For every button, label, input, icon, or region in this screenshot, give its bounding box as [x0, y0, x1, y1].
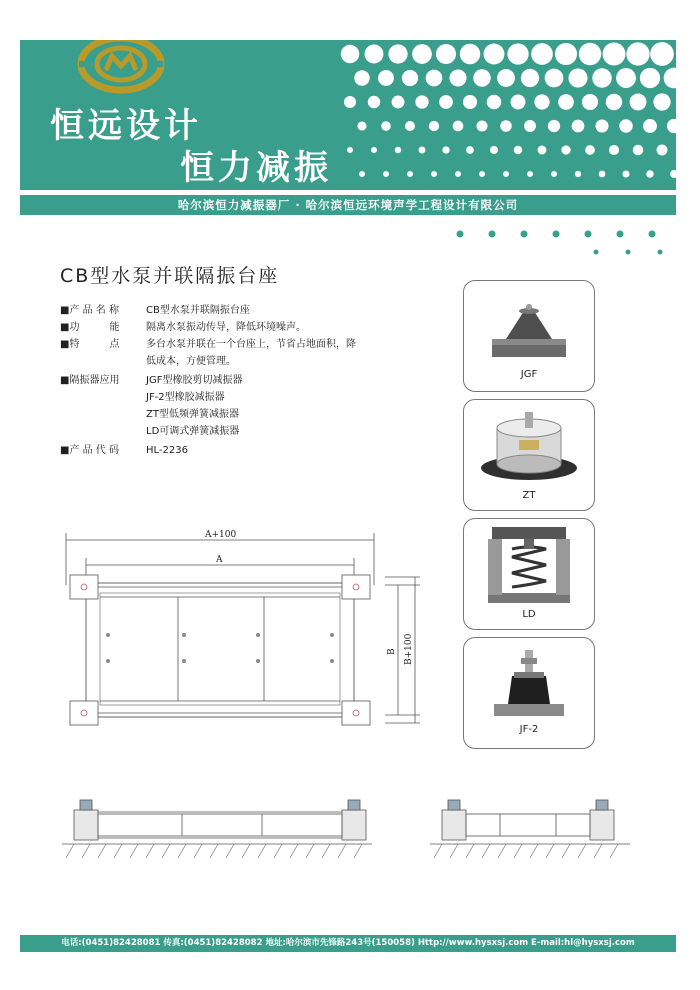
dot [630, 94, 647, 111]
dot [579, 43, 602, 66]
dot [388, 44, 407, 63]
dot [548, 120, 560, 132]
dot [344, 96, 356, 108]
dot [531, 43, 553, 65]
dim-width: A [216, 555, 223, 565]
ld-spring-mount-icon [484, 525, 574, 609]
spec-value: ZT型低频弹簧减振器 [146, 409, 239, 420]
dot [378, 70, 394, 86]
dot [545, 69, 564, 88]
dot [503, 171, 509, 177]
dim-height: B [387, 648, 397, 655]
dot [455, 171, 461, 177]
dot [484, 44, 505, 65]
product-card-jf2 [463, 637, 595, 749]
product-card-ld [463, 518, 595, 630]
dot [582, 94, 598, 110]
product-caption: JF-2 [519, 724, 539, 735]
dot [460, 44, 481, 65]
zt-spring-mount-icon [479, 406, 579, 486]
jf2-rubber-mount-icon [484, 644, 574, 724]
product-card-zt [463, 399, 595, 511]
dot [415, 95, 428, 108]
footer-bar [20, 935, 676, 952]
dot [476, 120, 487, 131]
dot [479, 171, 485, 177]
dot [381, 121, 391, 131]
dot [419, 147, 426, 154]
dot [575, 171, 581, 177]
company-bar [20, 195, 676, 215]
dot [667, 119, 676, 133]
product-caption: JGF [520, 369, 538, 380]
dot [500, 120, 512, 132]
dot [426, 70, 443, 87]
dot [473, 69, 491, 87]
dot [449, 69, 466, 86]
dot [368, 96, 381, 109]
dim-total-height: B+100 [404, 633, 414, 665]
plan-drawing [60, 525, 430, 745]
spec-label: ■产 品 名 称 [60, 305, 119, 316]
dot [407, 171, 413, 177]
dot [507, 43, 528, 64]
dot [538, 146, 547, 155]
dot [626, 42, 649, 65]
spec-label: ■功 能 [60, 322, 120, 333]
dot [555, 43, 577, 65]
spec-value: LD可调式弹簧减振器 [146, 426, 240, 437]
company-names: 哈尔滨恒力减振器厂 · 哈尔滨恒远环境声学工程设计有限公司 [177, 198, 519, 212]
dot [568, 68, 587, 87]
spec-label: ■特 点 [60, 339, 120, 350]
dot [572, 120, 585, 133]
dot [453, 121, 464, 132]
dot [609, 145, 619, 155]
dot [359, 171, 365, 177]
jgf-mount-icon [484, 289, 574, 365]
decorative-dots [400, 218, 680, 260]
dot [595, 119, 608, 132]
front-elevation-drawing [62, 796, 372, 860]
dot [551, 171, 557, 177]
dot [354, 70, 370, 86]
dot [606, 94, 623, 111]
dot [429, 121, 439, 131]
dot [664, 68, 676, 89]
dot [365, 45, 384, 64]
dot [603, 43, 626, 66]
dot [619, 119, 633, 133]
dot [534, 94, 549, 109]
dot [412, 44, 432, 64]
dot [487, 95, 502, 110]
spec-value: JGF型橡胶剪切减振器 [146, 375, 243, 386]
dot [392, 96, 405, 109]
side-elevation-drawing [430, 796, 630, 860]
spec-label: ■产 品 代 码 [60, 445, 119, 456]
dot [357, 121, 366, 130]
dot [490, 146, 498, 154]
dot [463, 95, 477, 109]
dot [466, 146, 474, 154]
dot [657, 145, 668, 156]
dot [521, 69, 539, 87]
dot [511, 95, 526, 110]
dot [622, 170, 629, 177]
dot [616, 68, 636, 88]
dot [514, 146, 523, 155]
company-logo-icon [76, 40, 166, 96]
dot [646, 170, 654, 178]
contact-info: 电话:(0451)82428081 传真:(0451)82428082 地址:哈尔滨市先锋路243号(150058) Http://www.hysxsj.com E-mail:hl@hysxsj.com [61, 938, 635, 948]
spec-value: 低成本，方便管理。 [146, 356, 236, 367]
spec-value: 多台水泵并联在一个台座上，节省占地面积，降 [146, 339, 356, 350]
dot [402, 70, 418, 86]
product-card-jgf [463, 280, 595, 392]
dot [643, 119, 657, 133]
dot [341, 45, 360, 64]
spec-value: 隔离水泵振动传导，降低环境噪声。 [146, 322, 306, 333]
dim-total-width: A+100 [205, 530, 237, 540]
slogan-line2: 恒力减振 [180, 148, 332, 188]
slogan-line1: 恒远设计 [50, 106, 202, 146]
dot [439, 95, 453, 109]
product-caption: LD [522, 609, 536, 620]
dot [670, 170, 676, 178]
spec-label: ■隔振器应用 [60, 375, 120, 386]
dot [442, 146, 449, 153]
product-caption: ZT [522, 490, 536, 501]
dot [383, 171, 389, 177]
dot [395, 147, 402, 154]
dot [592, 68, 612, 88]
spec-value: CB型水泵并联隔振台座 [146, 305, 250, 316]
header-banner [20, 40, 676, 190]
dot [650, 42, 674, 66]
spec-value: JF-2型橡胶减振器 [146, 392, 225, 403]
dot [405, 121, 415, 131]
spec-value: HL-2236 [146, 445, 188, 456]
dot [633, 145, 644, 156]
dot [653, 93, 670, 110]
dot [371, 147, 377, 153]
dot [585, 145, 595, 155]
dot [497, 69, 515, 87]
product-title: CB型水泵并联隔振台座 [60, 265, 280, 287]
dot [640, 68, 660, 88]
dot [436, 44, 456, 64]
dot [599, 171, 606, 178]
dot [431, 171, 437, 177]
dot [558, 94, 574, 110]
dot [527, 171, 533, 177]
dot [347, 147, 353, 153]
dot [561, 145, 570, 154]
dot [524, 120, 536, 132]
